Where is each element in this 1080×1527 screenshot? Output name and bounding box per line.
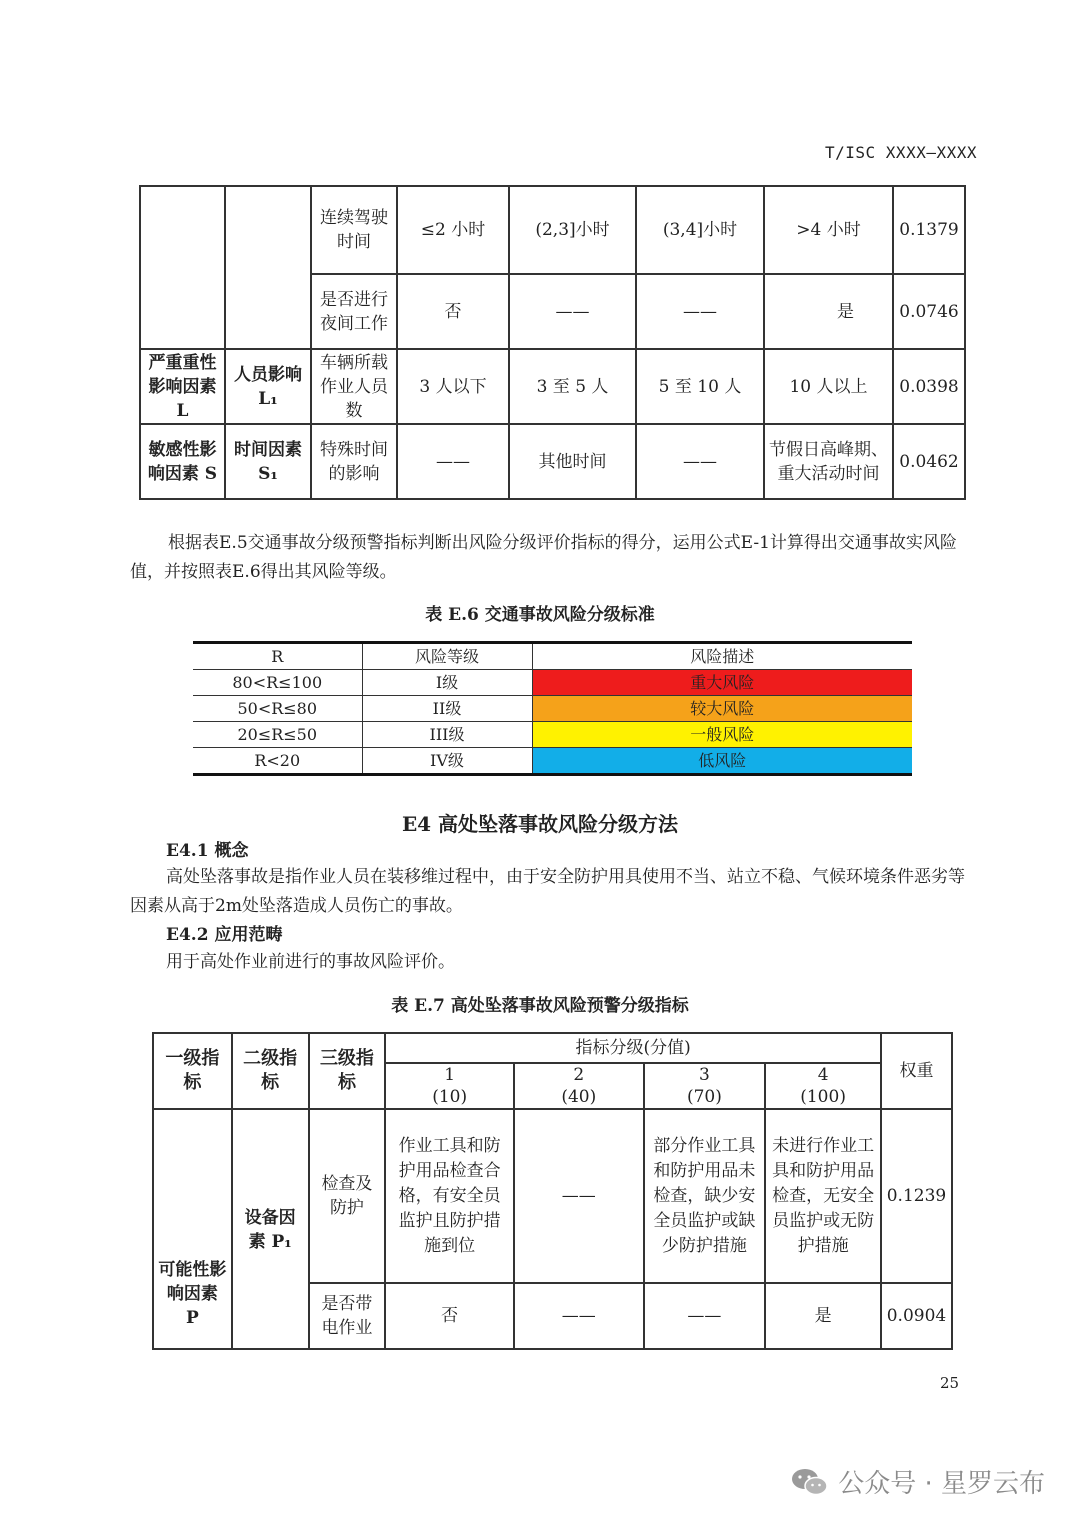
indicator-l3: 检查及防护: [309, 1109, 386, 1283]
grade-4: 未进行作业工具和防护用品检查，无安全员监护或无防护措施: [765, 1109, 881, 1283]
grade-2: ——: [514, 1283, 644, 1349]
grade-2: (2,3]小时: [509, 186, 636, 274]
grade-4: >4 小时: [764, 186, 893, 274]
weight: 0.0398: [893, 349, 965, 424]
indicator-l2: 人员影响 L₁: [225, 349, 311, 424]
table-row: [140, 424, 965, 499]
grade-3: 5 至 10 人: [636, 349, 764, 424]
grade-score: (10): [432, 1087, 468, 1107]
grade-num: 2: [573, 1065, 585, 1085]
subsection-e4-1: E4.1 概念: [166, 841, 249, 861]
indicator-l2: 时间因素 S₁: [225, 424, 311, 499]
paragraph-e5-explanation: 根据表E.5交通事故分级预警指标判断出风险分级评价指标的得分，运用公式E-1计算得出交通事故实风险值，并按照表E.6得出其风险等级。: [130, 533, 957, 582]
subsection-e4-2: E4.2 应用范畴: [166, 925, 283, 945]
header-l1: 一级指标: [153, 1033, 232, 1109]
grade-1: 3 人以下: [397, 349, 509, 424]
table-row: [193, 722, 912, 748]
header-l2: 二级指标: [232, 1033, 309, 1109]
wechat-icon: [790, 1467, 830, 1497]
grade-2: ——: [509, 274, 636, 349]
indicator-l3: 是否带电作业: [309, 1283, 386, 1349]
risk-level: I级: [362, 670, 532, 696]
weight: 0.1239: [881, 1109, 952, 1283]
paragraph-concept: 高处坠落事故是指作业人员在装移维过程中，由于安全防护用具使用不当、站立不稳、气候环境条件恶劣等因素从高于2m处坠落造成人员伤亡的事故。: [130, 867, 965, 916]
table-e5-continued: [139, 185, 966, 500]
grade-2: 3 至 5 人: [509, 349, 636, 424]
header-l3: 三级指标: [309, 1033, 386, 1109]
header-r: R: [193, 643, 362, 670]
grade-4: 是: [765, 1283, 881, 1349]
section-e4-title: E4 高处坠落事故风险分级方法: [401, 812, 679, 836]
indicator-l3: 特殊时间的影响: [311, 424, 397, 499]
grade-2: 其他时间: [509, 424, 636, 499]
grade-1: ——: [397, 424, 509, 499]
r-range: 50<R≤80: [193, 696, 362, 722]
table-row: [153, 1109, 952, 1283]
indicator-l3: 是否进行夜间工作: [311, 274, 397, 349]
grade-3: ——: [644, 1283, 766, 1349]
table-e7-fall-indicators: [152, 1032, 953, 1350]
risk-desc-general: 一般风险: [532, 722, 912, 748]
header-level: 风险等级: [362, 643, 532, 670]
table-e6-risk-levels: [193, 641, 912, 776]
table-e7-caption: 表 E.7 高处坠落事故风险预警分级指标: [391, 996, 689, 1016]
header-desc: 风险描述: [532, 643, 912, 670]
table-row: [193, 696, 912, 722]
grade-4: 10 人以上: [764, 349, 893, 424]
paragraph-scope: 用于高处作业前进行的事故风险评价。: [166, 952, 455, 972]
indicator-l2: 设备因素 P₁: [232, 1109, 309, 1349]
grade-num: 1: [444, 1065, 456, 1085]
indicator-l1: 可能性影响因素 P: [153, 1109, 232, 1349]
grade-num: 4: [817, 1065, 829, 1085]
empty-cell: [140, 186, 225, 349]
grade-score: (70): [686, 1087, 722, 1107]
grade-header-4: [765, 1063, 881, 1109]
header-grade: 指标分级(分值): [385, 1033, 881, 1063]
grade-2: ——: [514, 1109, 644, 1283]
grade-3: ——: [636, 424, 764, 499]
grade-1: ≤2 小时: [397, 186, 509, 274]
risk-level: IV级: [362, 748, 532, 775]
weight: 0.0904: [881, 1283, 952, 1349]
grade-1: 否: [385, 1283, 514, 1349]
indicator-l3: 连续驾驶时间: [311, 186, 397, 274]
doc-code-header: T/ISC XXXX—XXXX: [825, 143, 977, 162]
grade-num: 3: [698, 1065, 710, 1085]
table-e6-caption: 表 E.6 交通事故风险分级标准: [425, 605, 655, 625]
weight: 0.0462: [893, 424, 965, 499]
grade-4: 节假日高峰期、重大活动时间: [764, 424, 893, 499]
page-number: 25: [940, 1374, 960, 1392]
grade-3: ——: [636, 274, 764, 349]
r-range: R<20: [193, 748, 362, 775]
header-weight: 权重: [881, 1033, 952, 1109]
indicator-l1: 严重重性影响因素 L: [140, 349, 225, 424]
grade-1: 否: [397, 274, 509, 349]
grade-3: 部分作业工具和防护用品未检查，缺少安全员监护或缺少防护措施: [644, 1109, 766, 1283]
grade-header-1: [385, 1063, 514, 1109]
grade-score: (40): [561, 1087, 597, 1107]
indicator-l3: 车辆所载作业人员数: [311, 349, 397, 424]
watermark-text: 公众号 · 星罗云布: [838, 1469, 1045, 1499]
risk-desc-major: 重大风险: [532, 670, 912, 696]
grade-4: 是: [764, 274, 893, 349]
table-row: [193, 748, 912, 775]
table-row: [140, 186, 965, 274]
risk-level: III级: [362, 722, 532, 748]
empty-cell: [225, 186, 311, 349]
table-row: [140, 349, 965, 424]
risk-desc-large: 较大风险: [532, 696, 912, 722]
r-range: 20≤R≤50: [193, 722, 362, 748]
watermark: [790, 1463, 1045, 1500]
weight: 0.0746: [893, 274, 965, 349]
grade-score: (100): [800, 1087, 846, 1107]
risk-level: II级: [362, 696, 532, 722]
grade-1: 作业工具和防护用品检查合格，有安全员监护且防护措施到位: [385, 1109, 514, 1283]
table-row: [193, 670, 912, 696]
grade-header-2: [514, 1063, 644, 1109]
grade-3: (3,4]小时: [636, 186, 764, 274]
weight: 0.1379: [893, 186, 965, 274]
indicator-l1: 敏感性影响因素 S: [140, 424, 225, 499]
grade-header-3: [644, 1063, 766, 1109]
risk-desc-low: 低风险: [532, 748, 912, 775]
table-header-row: [153, 1033, 952, 1063]
r-range: 80<R≤100: [193, 670, 362, 696]
table-header-row: [193, 643, 912, 670]
